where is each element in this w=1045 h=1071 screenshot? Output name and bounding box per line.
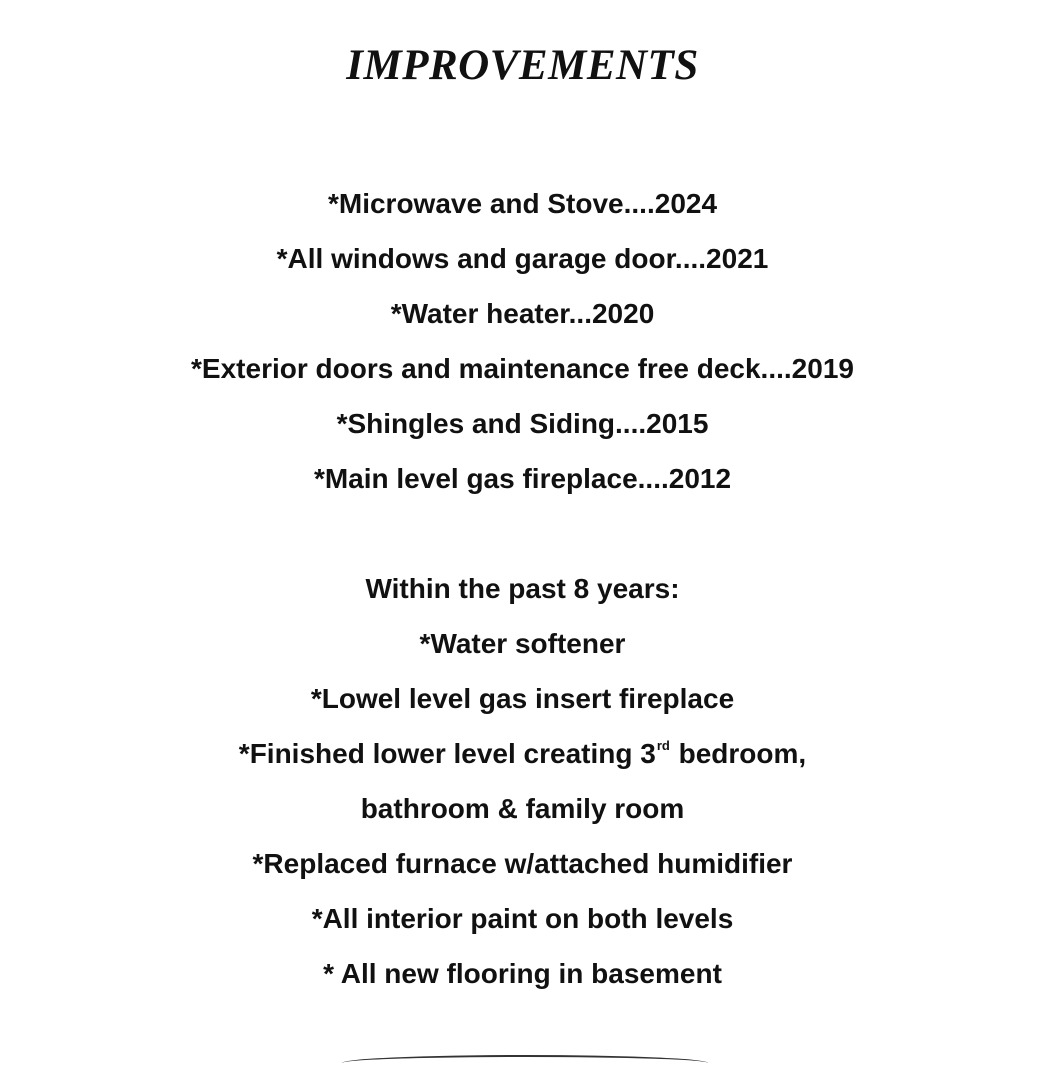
list-item: * All new flooring in basement: [323, 958, 722, 989]
list-item: *Main level gas fireplace....2012: [313, 463, 732, 494]
page-title: IMPROVEMENTS: [346, 42, 699, 89]
list-item: *Water softener: [419, 628, 626, 659]
list-item-text: *Finished lower level creating 3: [238, 738, 656, 769]
list-item-continuation: bathroom & family room: [360, 793, 685, 824]
section-heading: Within the past 8 years:: [365, 573, 680, 604]
improvements-list: [0, 176, 1045, 506]
list-item: *Lowel level gas insert fireplace: [310, 683, 735, 714]
list-item: *All windows and garage door....2021: [276, 243, 769, 274]
list-item-text: bedroom,: [670, 738, 807, 769]
bottom-divider: [342, 1055, 708, 1071]
list-item: *Shingles and Siding....2015: [336, 408, 709, 439]
list-item: *Exterior doors and maintenance free deck....2019: [191, 353, 854, 384]
list-item: *All interior paint on both levels: [311, 903, 734, 934]
list-item: *Microwave and Stove....2024: [327, 188, 718, 219]
list-item: *Replaced furnace w/attached humidifier: [252, 848, 793, 879]
list-item-finished-lower: [0, 726, 1045, 781]
recent-improvements-list: [0, 561, 1045, 1001]
list-item: *Water heater...2020: [390, 298, 655, 329]
ordinal-suffix: rd: [656, 737, 670, 753]
